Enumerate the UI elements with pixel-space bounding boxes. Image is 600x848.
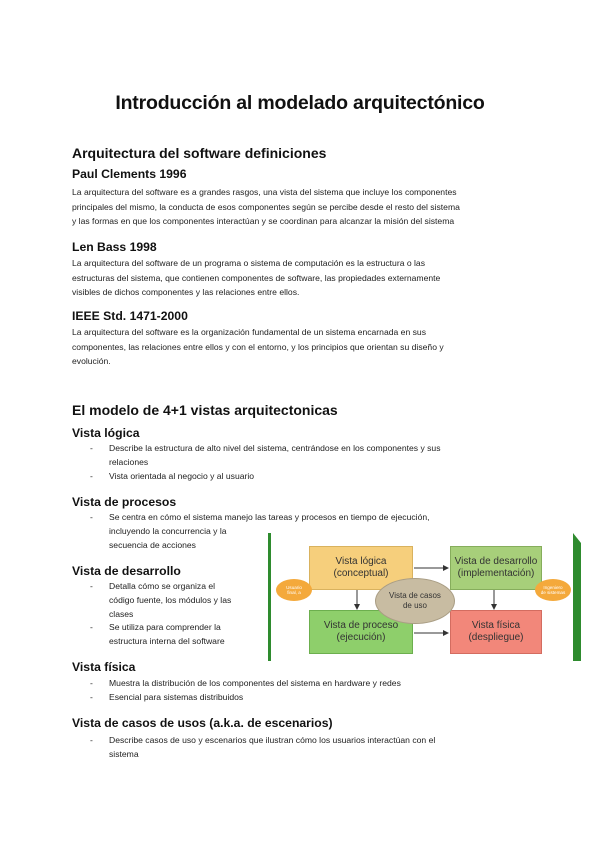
box-line: Vista de proceso (323, 620, 399, 631)
paragraph-line: principales del mismo, la conducta de esos componentes según se percibe desde el resto del sistema (72, 201, 460, 212)
bullet-dash: - (90, 678, 93, 688)
paragraph-line: La arquitectura del software es a grandes rasgos, una vista del sistema que incluye los componentes (72, 187, 457, 197)
ellipse-line: de uso (402, 601, 428, 610)
diagram-bubble-left (276, 579, 312, 601)
bubble-line: final, a (287, 590, 301, 595)
bullet-line: Se centra en cómo el sistema manejo las tareas y procesos en tiempo de ejecución, (109, 512, 430, 522)
bullet-line: Vista orientada al negocio y al usuario (109, 471, 255, 481)
author-bass: Len Bass 1998 (72, 240, 157, 254)
paragraph-ieee (72, 325, 532, 369)
paragraph-clements (72, 185, 532, 229)
diagram-box-fisica (450, 610, 542, 654)
bullet-dash: - (90, 735, 93, 745)
heading-vista-fisica: Vista física (72, 660, 136, 674)
heading-vista-casos: Vista de casos de usos (a.k.a. de escenarios) (72, 716, 333, 730)
bullet-dash: - (90, 512, 93, 522)
heading-vista-logica: Vista lógica (72, 426, 140, 440)
bullet-dash: - (90, 443, 93, 453)
paragraph-line: y las formas en que los componentes interactúan y se coordinan para alcanzar la misión del sistema (72, 216, 455, 227)
bullet-line: Esencial para sistemas distribuidos (109, 692, 244, 702)
bullet-line: Detalla cómo se organiza el (109, 581, 216, 591)
paragraph-line: visibles de dichos componentes y las relaciones entre ellos. (72, 287, 300, 298)
bullet-dash: - (90, 622, 93, 632)
bullet-desarrollo-1 (90, 579, 270, 623)
box-line: (conceptual) (333, 568, 389, 579)
box-line: (implementación) (457, 568, 535, 579)
box-line: (despliegue) (468, 632, 524, 643)
bullet-line: secuencia de acciones (109, 540, 196, 550)
bullet-line: sistema (109, 749, 139, 759)
bubble-line: Usuario (286, 585, 302, 590)
bullet-desarrollo-2 (90, 620, 270, 650)
bullet-dash: - (90, 581, 93, 591)
heading-vista-procesos: Vista de procesos (72, 495, 177, 509)
diagram-bubble-right (535, 579, 571, 601)
ellipse-line: Vista de casos (389, 591, 441, 600)
diagram-box-desarrollo (450, 546, 542, 590)
bullet-dash: - (90, 471, 93, 481)
paragraph-line: estructuras del sistema, que contienen componentes de software, las propiedades externamente (72, 272, 441, 283)
paragraph-line: componentes, las relaciones entre ellos y con el entorno, y los principios que orientan su diseño y (72, 341, 444, 352)
bullet-casos-1 (90, 733, 530, 763)
diagram-ellipse-casos (375, 578, 455, 624)
bullet-fisica-1 (90, 676, 530, 690)
bullet-line: estructura interna del software (109, 636, 225, 646)
bullet-fisica-2 (90, 690, 530, 704)
page-title: Introducción al modelado arquitectónico (115, 92, 485, 114)
box-line: (ejecución) (336, 632, 386, 643)
paragraph-line: La arquitectura del software de un programa o sistema de computación es la estructura o las (72, 258, 426, 268)
box-line: Vista lógica (335, 556, 387, 567)
paragraph-bass (72, 256, 532, 300)
bullet-line: Describe casos de uso y escenarios que ilustran cómo los usuarios interactúan con el (109, 735, 436, 745)
box-line: Vista de desarrollo (454, 556, 538, 567)
bullet-line: clases (109, 609, 134, 619)
bullet-dash: - (90, 692, 93, 702)
paragraph-line: evolución. (72, 356, 111, 367)
author-clements: Paul Clements 1996 (72, 167, 187, 181)
paragraph-line: La arquitectura del software es la organización fundamental de un sistema encarnada en sus (72, 327, 426, 337)
bullet-line: incluyendo la concurrencia y la (109, 526, 227, 536)
author-ieee: IEEE Std. 1471-2000 (72, 309, 188, 323)
bullet-line: código fuente, los módulos y las (109, 595, 232, 605)
section-heading-4plus1: El modelo de 4+1 vistas arquitectonicas (72, 402, 338, 418)
diagram-4plus1 (268, 533, 581, 661)
bubble-line: Ingeniero (543, 585, 563, 590)
bullet-logica-2 (90, 469, 530, 483)
box-line: Vista física (471, 620, 521, 631)
bullet-line: Muestra la distribución de los componentes del sistema en hardware y redes (109, 678, 401, 688)
section-heading-definitions: Arquitectura del software definiciones (72, 145, 327, 161)
bubble-line: de sistemas (540, 590, 566, 595)
bullet-logica-1 (90, 441, 530, 471)
heading-vista-desarrollo: Vista de desarrollo (72, 564, 181, 578)
bullet-line: Describe la estructura de alto nivel del sistema, centrándose en los componentes y sus (109, 443, 441, 453)
bullet-line: Se utiliza para comprender la (109, 622, 221, 632)
bullet-line: relaciones (109, 457, 149, 467)
